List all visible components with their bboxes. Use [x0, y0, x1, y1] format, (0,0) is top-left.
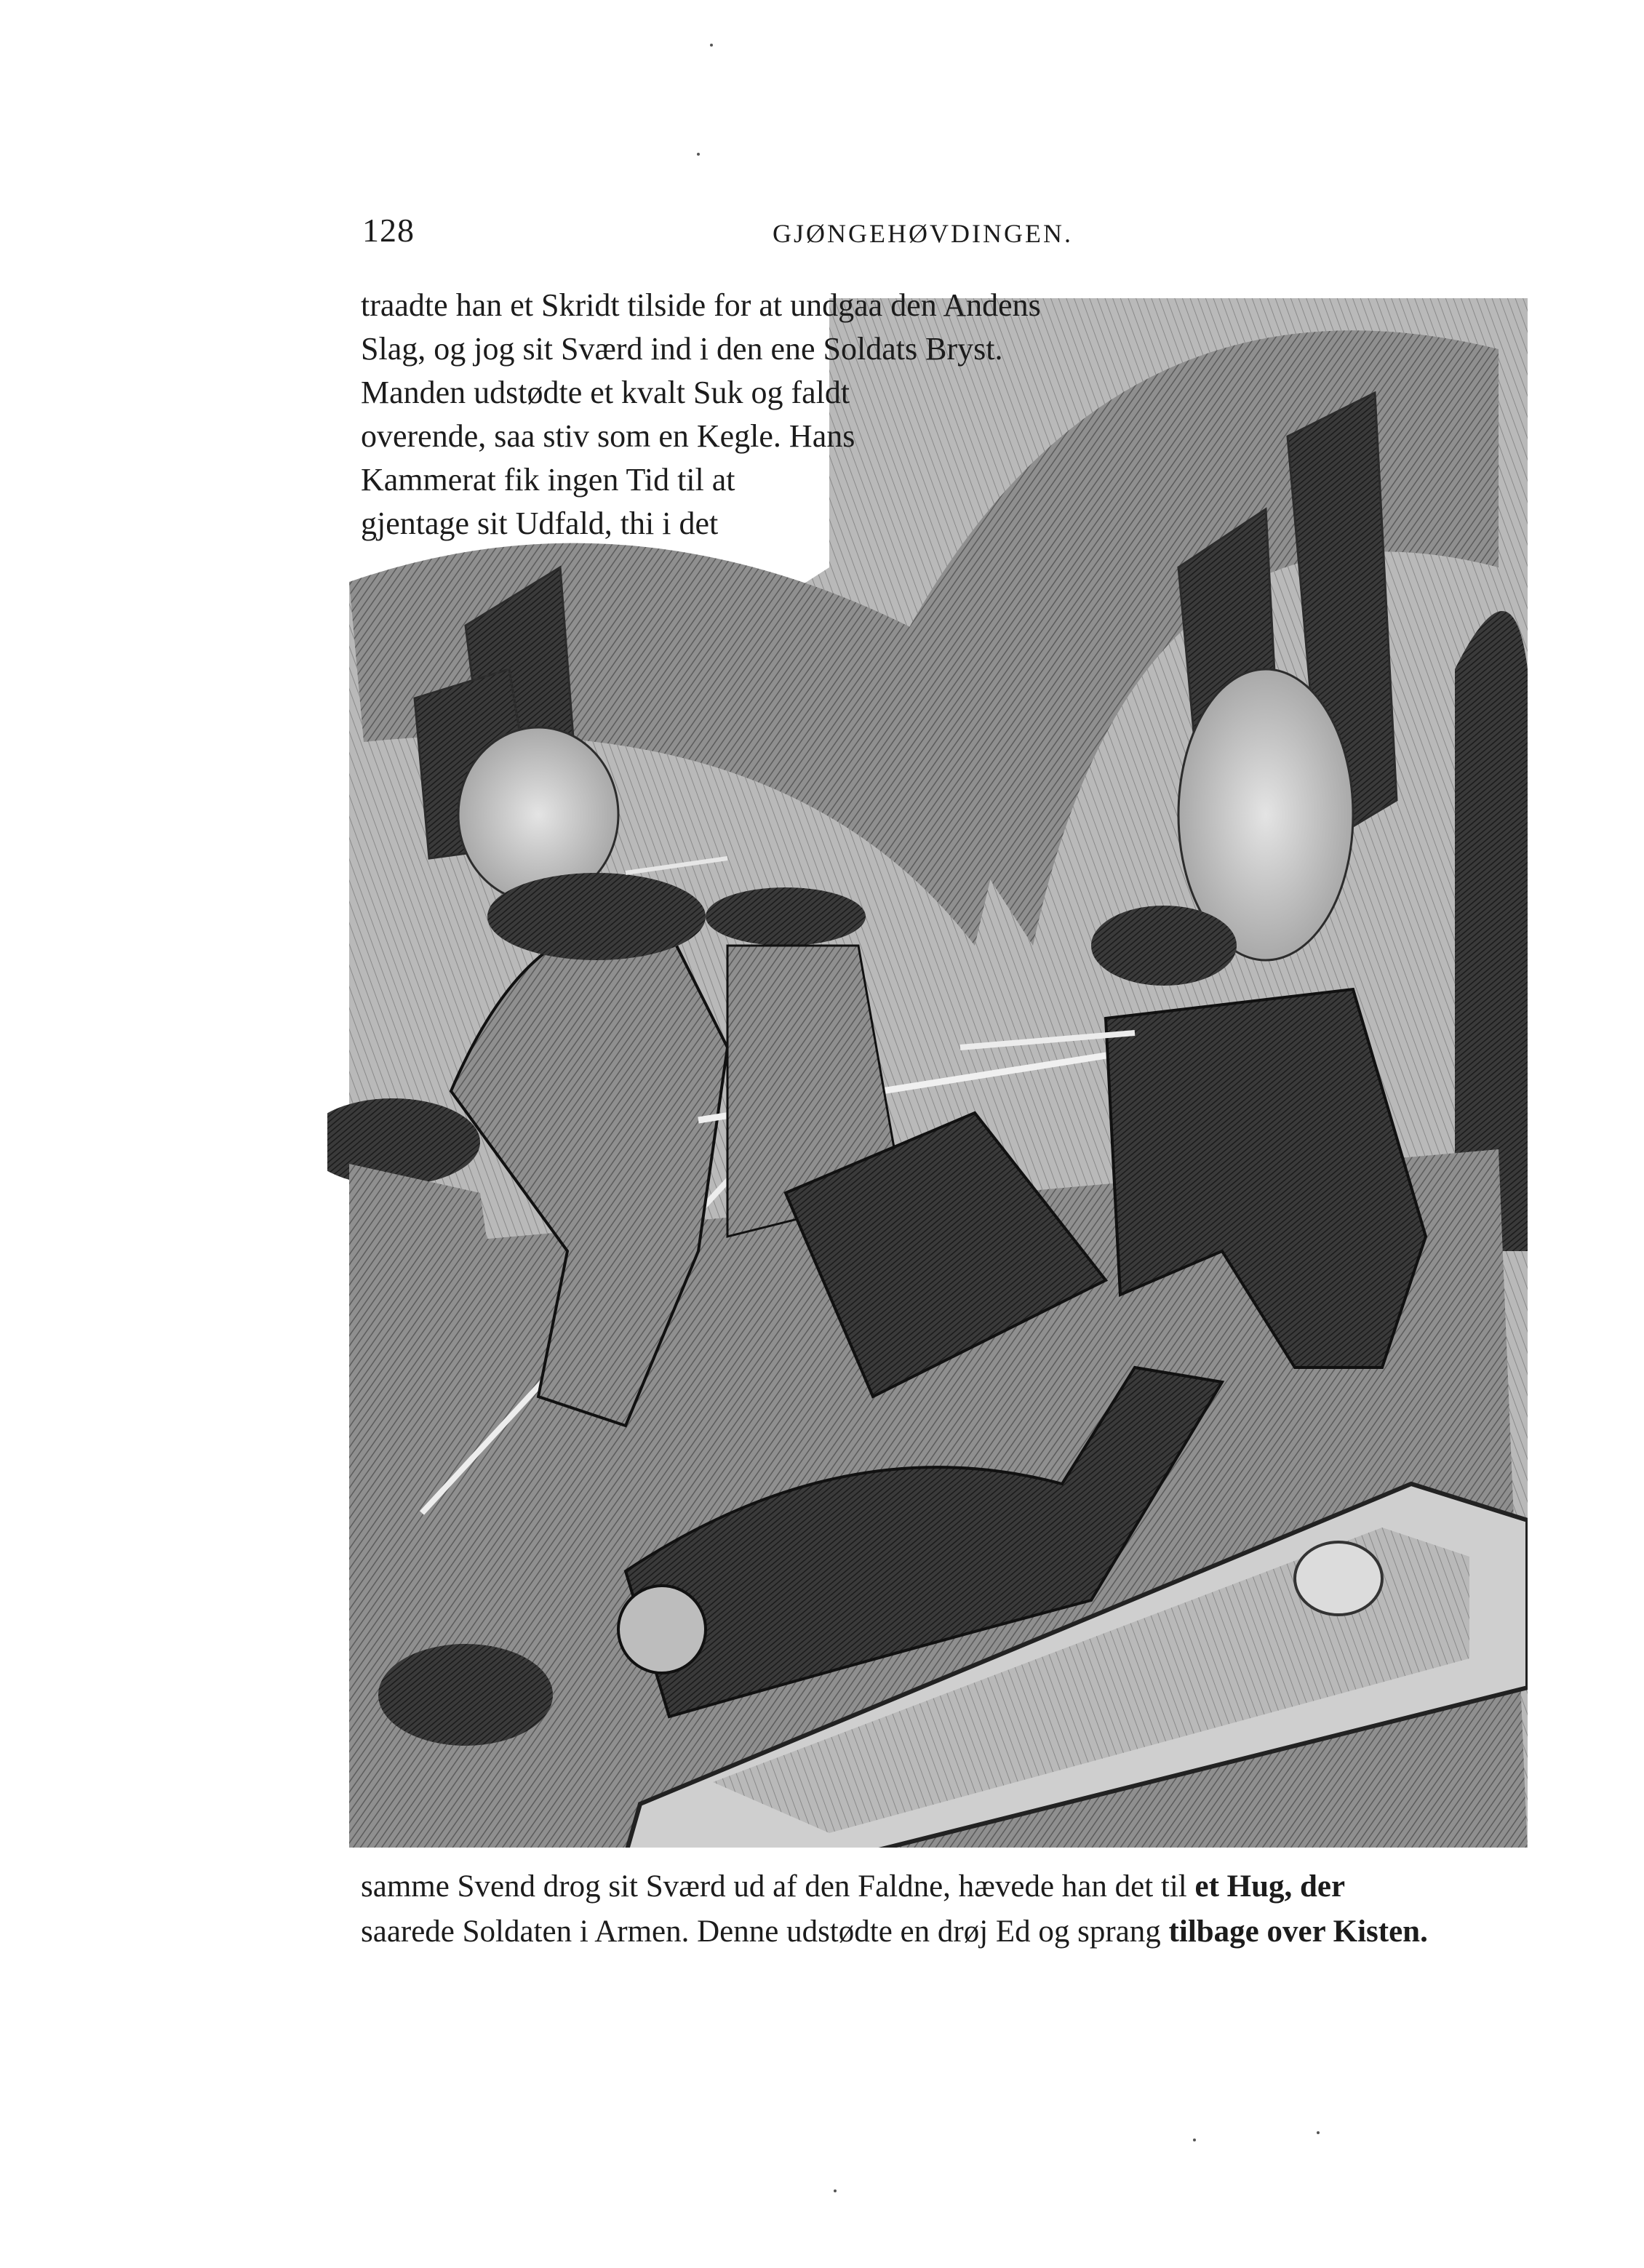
- engraving-illustration: [320, 291, 1535, 1855]
- top-text-line: Manden udstødte et kvalt Suk og faldt: [361, 375, 850, 410]
- top-text-line: traadte han et Skridt tilside for at undgaa den Andens: [361, 287, 1041, 323]
- running-title: GJØNGEHØVDINGEN.: [773, 219, 1073, 248]
- bottom-text-regular: saarede Soldaten i Armen. Denne udstødte en drøj Ed og sprang: [361, 1914, 1161, 1949]
- engraving-svg: [320, 291, 1535, 1855]
- print-speck: [1193, 2139, 1196, 2141]
- print-speck: [1317, 2131, 1320, 2134]
- print-speck: [697, 153, 700, 156]
- print-speck: [834, 2189, 837, 2192]
- top-text-line: Kammerat fik ingen Tid til at: [361, 462, 735, 498]
- bottom-text-line: [361, 1912, 1428, 1952]
- top-text-line: Slag, og jog sit Sværd ind i den ene Soldats Bryst.: [361, 331, 1003, 367]
- top-text-line: gjentage sit Udfald, thi i det: [361, 506, 719, 541]
- bottom-text-line: [361, 1866, 1345, 1907]
- bottom-text-bold: et Hug, der: [1186, 1869, 1346, 1904]
- bottom-text-regular: samme Svend drog sit Sværd ud af den Faldne, hævede han det til: [361, 1869, 1187, 1904]
- bottom-text-bold: tilbage over Kisten.: [1160, 1914, 1428, 1949]
- top-text-line: overende, saa stiv som en Kegle. Hans: [361, 418, 855, 454]
- print-speck: [710, 44, 713, 47]
- page-number: 128: [362, 212, 415, 249]
